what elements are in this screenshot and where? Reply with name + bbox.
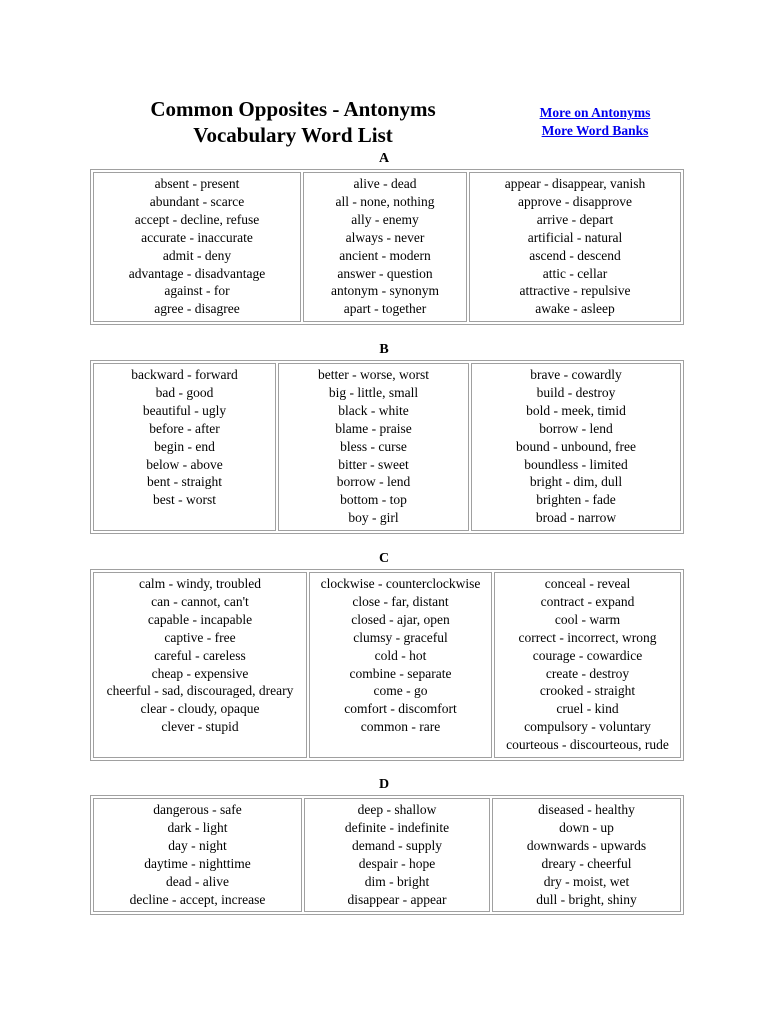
word-pair: bless - curse xyxy=(340,438,407,454)
word-pair: brighten - fade xyxy=(536,492,616,508)
word-column xyxy=(303,172,467,322)
word-column xyxy=(304,798,490,912)
word-pair: cheap - expensive xyxy=(151,665,249,681)
word-pair: cold - hot xyxy=(374,647,427,663)
word-pair: dangerous - safe xyxy=(153,802,242,817)
word-column xyxy=(278,363,469,531)
word-pair: blame - praise xyxy=(335,420,412,436)
word-pair: awake - asleep xyxy=(535,301,615,317)
word-pair: below - above xyxy=(146,456,223,472)
word-pair: apart - together xyxy=(343,301,427,317)
word-column xyxy=(492,798,681,912)
word-pair: bad - good xyxy=(155,384,214,400)
word-pair: ally - enemy xyxy=(351,211,419,227)
section-heading-a: A xyxy=(378,151,390,166)
word-pair: ancient - modern xyxy=(339,247,431,263)
word-pair: better - worse, worst xyxy=(318,367,429,382)
word-pair: capable - incapable xyxy=(147,611,253,627)
word-pair: bottom - top xyxy=(340,492,407,508)
section-heading-d: D xyxy=(378,777,390,792)
word-pair: approve - disapprove xyxy=(518,193,632,209)
word-pair: best - worst xyxy=(153,492,216,508)
word-pair: crooked - straight xyxy=(539,683,636,699)
table-row xyxy=(93,572,681,758)
word-pair: bright - dim, dull xyxy=(529,474,623,490)
word-pair: dead - alive xyxy=(166,873,229,889)
word-pair: borrow - lend xyxy=(539,420,613,436)
word-pair: always - never xyxy=(345,229,425,245)
section-heading-b: B xyxy=(379,342,389,357)
word-pair: disappear - appear xyxy=(347,891,447,907)
word-pair: can - cannot, can't xyxy=(151,593,249,609)
word-pair: courage - cowardice xyxy=(532,647,643,663)
word-pair: down - up xyxy=(559,819,614,835)
word-pair: diseased - healthy xyxy=(538,802,635,817)
word-pair: cruel - kind xyxy=(556,701,619,717)
page-title-line1: Common Opposites - Antonyms xyxy=(150,97,436,121)
word-pair: decline - accept, increase xyxy=(129,891,266,907)
word-table-c xyxy=(90,569,684,761)
word-pair: daytime - nighttime xyxy=(144,855,251,871)
word-pair: day - night xyxy=(168,837,227,853)
word-pair: dreary - cheerful xyxy=(541,855,632,871)
more-word-banks-link[interactable]: More Word Banks xyxy=(541,123,649,138)
word-pair: bitter - sweet xyxy=(338,456,409,472)
word-column xyxy=(494,572,681,758)
table-row xyxy=(93,363,681,531)
word-pair: big - little, small xyxy=(328,384,419,400)
word-pair: clockwise - counterclockwise xyxy=(320,576,481,591)
word-pair: calm - windy, troubled xyxy=(138,576,262,591)
word-pair: build - destroy xyxy=(536,384,616,400)
word-pair: downwards - upwards xyxy=(526,837,647,853)
word-pair: beautiful - ugly xyxy=(142,402,227,418)
word-pair: captive - free xyxy=(164,629,236,645)
word-pair: cheerful - sad, discouraged, dreary xyxy=(106,683,294,699)
word-pair: before - after xyxy=(149,420,220,436)
page-title xyxy=(128,96,458,148)
word-pair: boy - girl xyxy=(348,510,399,526)
word-pair: comfort - discomfort xyxy=(344,701,457,717)
word-pair: boundless - limited xyxy=(524,456,628,472)
word-table-b xyxy=(90,360,684,534)
word-pair: contract - expand xyxy=(540,593,635,609)
word-column xyxy=(471,363,681,531)
word-table-d xyxy=(90,795,684,915)
related-links xyxy=(530,104,660,140)
word-pair: bent - straight xyxy=(147,474,222,490)
word-pair: bold - meek, timid xyxy=(526,402,626,418)
word-pair: borrow - lend xyxy=(336,474,411,490)
word-pair: advantage - disadvantage xyxy=(128,265,266,281)
word-pair: close - far, distant xyxy=(352,593,449,609)
word-pair: arrive - depart xyxy=(536,211,614,227)
word-pair: despair - hope xyxy=(358,855,436,871)
word-pair: common - rare xyxy=(360,719,441,735)
word-pair: absent - present xyxy=(154,176,240,191)
table-row xyxy=(93,172,681,322)
word-pair: appear - disappear, vanish xyxy=(504,176,646,191)
word-pair: careful - careless xyxy=(154,647,246,663)
word-pair: deep - shallow xyxy=(357,802,437,817)
word-column xyxy=(93,363,276,531)
word-pair: alive - dead xyxy=(353,176,417,191)
word-pair: begin - end xyxy=(154,438,215,454)
word-pair: cool - warm xyxy=(554,611,621,627)
word-pair: answer - question xyxy=(337,265,433,281)
word-pair: combine - separate xyxy=(349,665,452,681)
word-pair: antonym - synonym xyxy=(331,283,439,299)
word-pair: definite - indefinite xyxy=(344,819,450,835)
word-pair: dim - bright xyxy=(364,873,430,889)
section-heading-c: C xyxy=(378,551,390,566)
word-pair: attractive - repulsive xyxy=(519,283,631,299)
word-pair: brave - cowardly xyxy=(530,367,622,382)
word-pair: artificial - natural xyxy=(527,229,623,245)
word-pair: black - white xyxy=(338,402,409,418)
word-pair: compulsory - voluntary xyxy=(524,719,651,735)
word-pair: clever - stupid xyxy=(161,719,239,735)
word-pair: backward - forward xyxy=(131,367,238,382)
word-pair: clumsy - graceful xyxy=(353,629,448,645)
word-column xyxy=(93,572,307,758)
word-pair: conceal - reveal xyxy=(544,576,631,591)
word-pair: admit - deny xyxy=(162,247,232,263)
word-pair: dark - light xyxy=(167,819,228,835)
word-pair: abundant - scarce xyxy=(149,193,245,209)
more-on-antonyms-link[interactable]: More on Antonyms xyxy=(539,105,651,120)
word-pair: against - for xyxy=(164,283,230,299)
word-pair: ascend - descend xyxy=(529,247,621,263)
table-row xyxy=(93,798,681,912)
word-column xyxy=(469,172,681,322)
word-pair: closed - ajar, open xyxy=(351,611,450,627)
word-pair: bound - unbound, free xyxy=(516,438,636,454)
word-pair: broad - narrow xyxy=(535,510,617,526)
word-pair: accurate - inaccurate xyxy=(141,229,253,245)
word-pair: dry - moist, wet xyxy=(543,873,630,889)
word-column xyxy=(93,798,302,912)
word-pair: agree - disagree xyxy=(154,301,240,317)
word-column xyxy=(309,572,492,758)
word-pair: create - destroy xyxy=(545,665,630,681)
word-pair: correct - incorrect, wrong xyxy=(518,629,657,645)
word-pair: clear - cloudy, opaque xyxy=(140,701,260,717)
word-pair: accept - decline, refuse xyxy=(134,211,260,227)
word-table-a xyxy=(90,169,684,325)
word-pair: attic - cellar xyxy=(542,265,608,281)
word-pair: demand - supply xyxy=(352,837,442,853)
word-pair: come - go xyxy=(373,683,428,699)
word-pair: all - none, nothing xyxy=(335,193,435,209)
page-title-line2: Vocabulary Word List xyxy=(193,123,393,147)
word-column xyxy=(93,172,301,322)
word-pair: courteous - discourteous, rude xyxy=(506,737,669,753)
word-pair: dull - bright, shiny xyxy=(536,891,637,907)
